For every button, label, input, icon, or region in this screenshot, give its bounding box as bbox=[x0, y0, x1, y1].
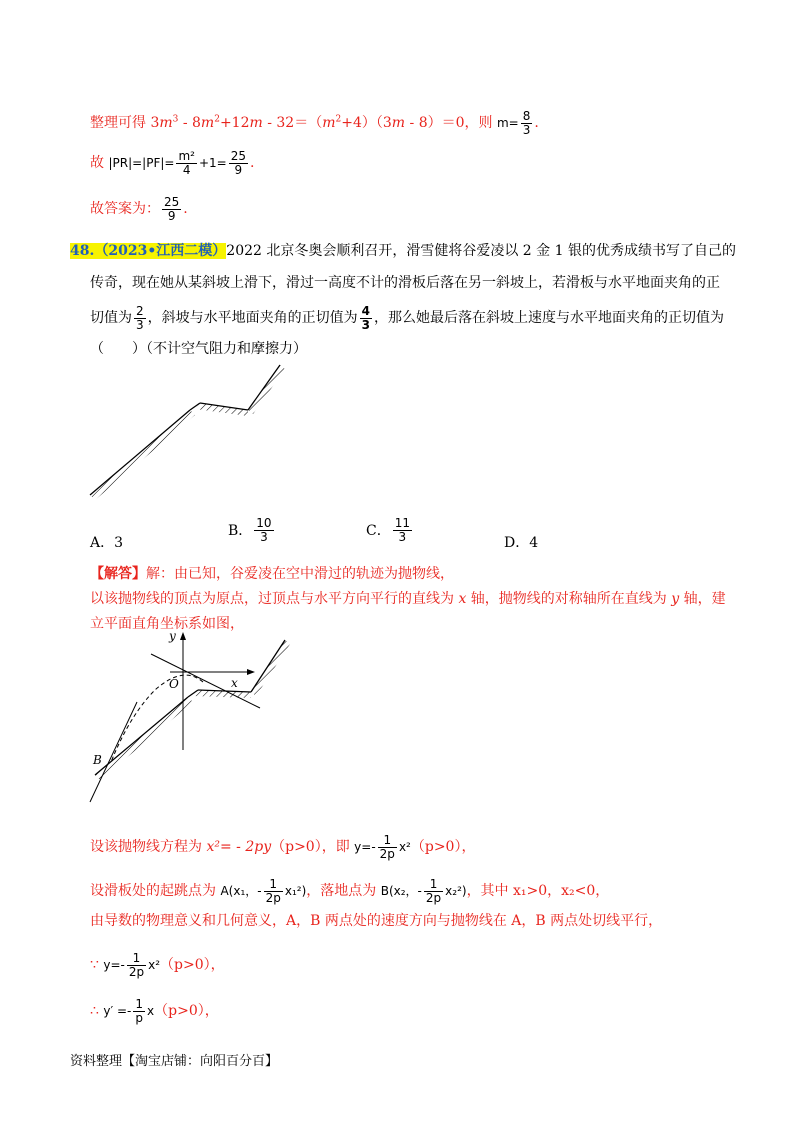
solution-tag: 【解答】 bbox=[90, 566, 146, 582]
answer-line: 故答案为： $\frac{25}{9}$ . bbox=[90, 195, 188, 223]
solution-line-7: ∵ y=- $\frac{1}{2p}$ x²（p>0）， bbox=[90, 951, 225, 979]
footer-text: 资料整理【淘宝店铺：向阳百分百】 bbox=[70, 1054, 279, 1069]
solution-line-3: 立平面直角坐标系如图， bbox=[90, 616, 244, 632]
solution-line-distance: 故 |PR|=|PF|= $\frac{\text{m²}}{4}$ +1= $\frac{25}{9}$ . bbox=[90, 149, 255, 177]
option-c[interactable]: C． $\frac{11}{3}$ bbox=[366, 516, 410, 544]
point-b-label: B bbox=[93, 753, 102, 767]
option-a[interactable]: A．3 bbox=[90, 535, 124, 551]
upper-slope-hatch bbox=[248, 365, 285, 414]
question-line-2: 传奇，现在她从某斜坡上滑下，滑过一高度不计的滑板后落在另一斜坡上，若滑板与水平地面夹角的正 bbox=[90, 275, 720, 291]
solution-line-5: 设滑板处的起跳点为 A(x₁，- $\frac{1}{2p}$ x₁²)，落地点为 B(x₂，- $\frac{1}{2p}$ x₂²)，其中 x₁>0，x₂<0， bbox=[90, 877, 610, 905]
origin-label: O bbox=[169, 677, 179, 691]
question-line-3: 切值为 $\frac{2}{3}$ ，斜坡与水平地面夹角的正切值为 $\frac{4}{3}$ ，那么她最后落在斜坡上速度与水平地面夹角的正切值为 bbox=[90, 304, 724, 332]
lower-slope-hatch bbox=[90, 410, 195, 500]
trajectory-parabola bbox=[111, 675, 203, 762]
slope-figure bbox=[85, 355, 305, 505]
coordinate-figure bbox=[85, 630, 305, 810]
question-source: （2023•江西二模） bbox=[94, 243, 227, 259]
x-axis-label: x bbox=[231, 676, 238, 690]
question-number: 48. bbox=[70, 243, 95, 259]
solution-line-factor: 整理可得 $3m^3 - 8m^2+12m - 32=(m^2+4)(3m - 8)=0$，则 m= $\frac{8}{3}$ . bbox=[90, 109, 539, 137]
option-d[interactable]: D．4 bbox=[504, 535, 539, 551]
solution-line-8: ∴ y′ =- $\frac{1}{p}$ x（p>0）， bbox=[90, 997, 219, 1025]
question-line-1: 48.（2023•江西二模）2022 北京冬奥会顺利召开，滑雪健将谷爱凌以 2 金 1 银的优秀成绩书写了自己的 bbox=[70, 243, 736, 259]
question-line-4: （ ）（不计空气阻力和摩擦力） bbox=[90, 341, 307, 357]
option-b[interactable]: B． $\frac{10}{3}$ bbox=[228, 516, 272, 544]
solution-line-6: 由导数的物理意义和几何意义，A，B 两点处的速度方向与抛物线在 A，B 两点处切线平行， bbox=[90, 913, 663, 929]
solution-line-2: 以该抛物线的顶点为原点，过顶点与水平方向平行的直线为 x 轴，抛物线的对称轴所在直线为 y 轴，建 bbox=[90, 591, 726, 607]
solution-line-1: 【解答】解：由已知，谷爱凌在空中滑过的轨迹为抛物线， bbox=[90, 566, 454, 582]
y-axis-label: y bbox=[169, 630, 176, 643]
solution-line-4: 设该抛物线方程为 x²= - 2py（p>0），即 y=- $\frac{1}{2p}$ x²（p>0）， bbox=[90, 833, 476, 861]
